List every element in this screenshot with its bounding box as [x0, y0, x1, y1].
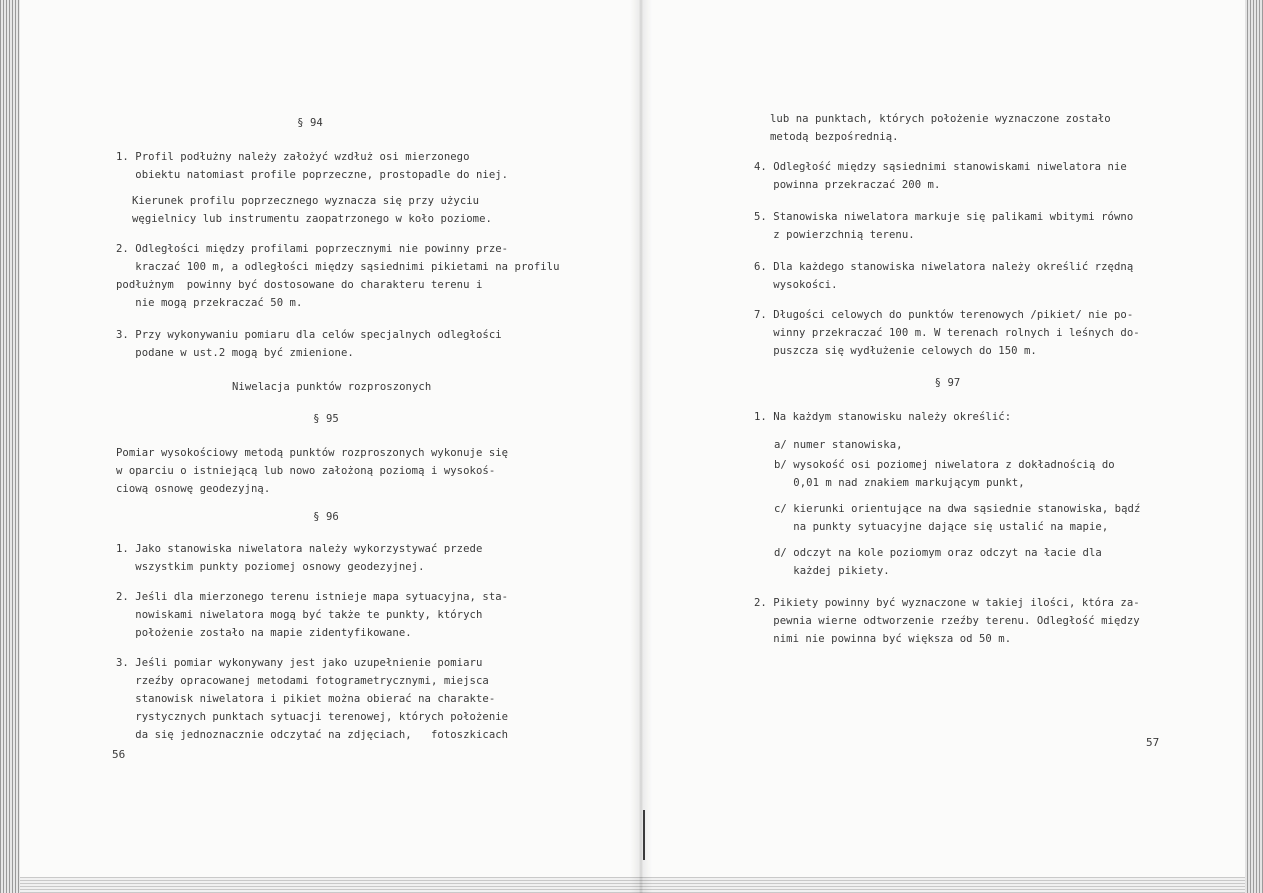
paragraph-96-2: 2. Jeśli dla mierzonego terenu istnieje mapa sytuacyjna, sta- nowiskami niwelatora mogą być także te punkty, których położenie zostało na mapie zidentyfikowane.	[116, 591, 509, 639]
gutter-mark	[643, 810, 645, 860]
paragraph-94-1: 1. Profil podłużny należy założyć wzdłuż osi mierzonego obiektu natomiast profile poprzeczne, prostopadle do niej.	[116, 151, 509, 181]
right-page	[650, 0, 1245, 893]
paragraph-97-1d: d/ odczyt na kole poziomym oraz odczyt na łacie dla każdej pikiety.	[774, 547, 1102, 577]
paragraph-94-note: Kierunek profilu poprzecznego wyznacza się przy użyciu węgielnicy lub instrumentu zaopatrzonego w koło poziome.	[132, 195, 492, 225]
section-94-heading: § 94	[297, 117, 323, 129]
paragraph-94-3: 3. Przy wykonywaniu pomiaru dla celów specjalnych odległości podane w ust.2 mogą być zmienione.	[116, 329, 502, 359]
paragraph-97-1c: c/ kierunki orientujące na dwa sąsiednie stanowiska, bądź na punkty sytuacyjne dające się ustalić na mapie,	[774, 503, 1141, 533]
book-gutter	[630, 0, 652, 893]
paragraph-97-1a: a/ numer stanowiska,	[774, 439, 903, 451]
page-number-left: 56	[112, 748, 126, 761]
left-page	[20, 0, 632, 893]
paragraph-96-7: 7. Długości celowych do punktów terenowych /pikiet/ nie po- winny przekraczać 100 m. W terenach rolnych i leśnych do- puszcza się wydłużenie celowych do 150 m.	[754, 309, 1140, 357]
paragraph-96-1: 1. Jako stanowiska niwelatora należy wykorzystywać przede wszystkim punkty poziomej osnowy geodezyjnej.	[116, 543, 483, 573]
paragraph-96-3: 3. Jeśli pomiar wykonywany jest jako uzupełnienie pomiaru rzeźby opracowanej metodami fotogrametrycznymi, miejsca stanowisk niwelatora i pikiet można obierać na charakte- rystycznych punktach sytuacji terenowej, których położenie da się jednoznacznie odczytać na zdjęciach, fotoszkicach	[116, 657, 509, 741]
paragraph-96-5: 5. Stanowiska niwelatora markuje się palikami wbitymi równo z powierzchnią terenu.	[754, 211, 1134, 241]
paragraph-96-4: 4. Odległość między sąsiednimi stanowiskami niwelatora nie powinna przekraczać 200 m.	[754, 161, 1127, 191]
paragraph-94-2: 2. Odległości między profilami poprzecznymi nie powinny prze- kraczać 100 m, a odległości między sąsiednimi pikietami na profilu podłużnym powinny być dostosowane do charakteru terenu i nie mogą przekraczać 50 m.	[116, 243, 560, 309]
paragraph-97-1: 1. Na każdym stanowisku należy określić:	[754, 411, 1012, 423]
page-stack-right-edge	[1245, 0, 1263, 893]
section-95-heading: § 95	[313, 413, 339, 425]
paragraph-96-6: 6. Dla każdego stanowiska niwelatora należy określić rzędną wysokości.	[754, 261, 1134, 291]
section-96-heading: § 96	[313, 511, 339, 523]
paragraph-96-3-continued: lub na punktach, których położenie wyznaczone zostało metodą bezpośrednią.	[770, 113, 1111, 143]
subheading-niwelacja: Niwelacja punktów rozproszonych	[232, 381, 432, 393]
page-number-right: 57	[1146, 736, 1160, 749]
section-97-heading: § 97	[934, 377, 961, 389]
paragraph-97-2: 2. Pikiety powinny być wyznaczone w takiej ilości, która za- pewnia wierne odtworzenie rzeźby terenu. Odległość między nimi nie powinna być większa od 50 m.	[754, 597, 1140, 645]
paragraph-97-1b: b/ wysokość osi poziomej niwelatora z dokładnością do 0,01 m nad znakiem markującym punkt,	[774, 459, 1115, 489]
page-stack-left-edge	[0, 0, 20, 893]
paragraph-95: Pomiar wysokościowy metodą punktów rozproszonych wykonuje się w oparciu o istniejącą lub nowo założoną poziomą i wysokoś- ciową osnowę geodezyjną.	[116, 447, 509, 495]
